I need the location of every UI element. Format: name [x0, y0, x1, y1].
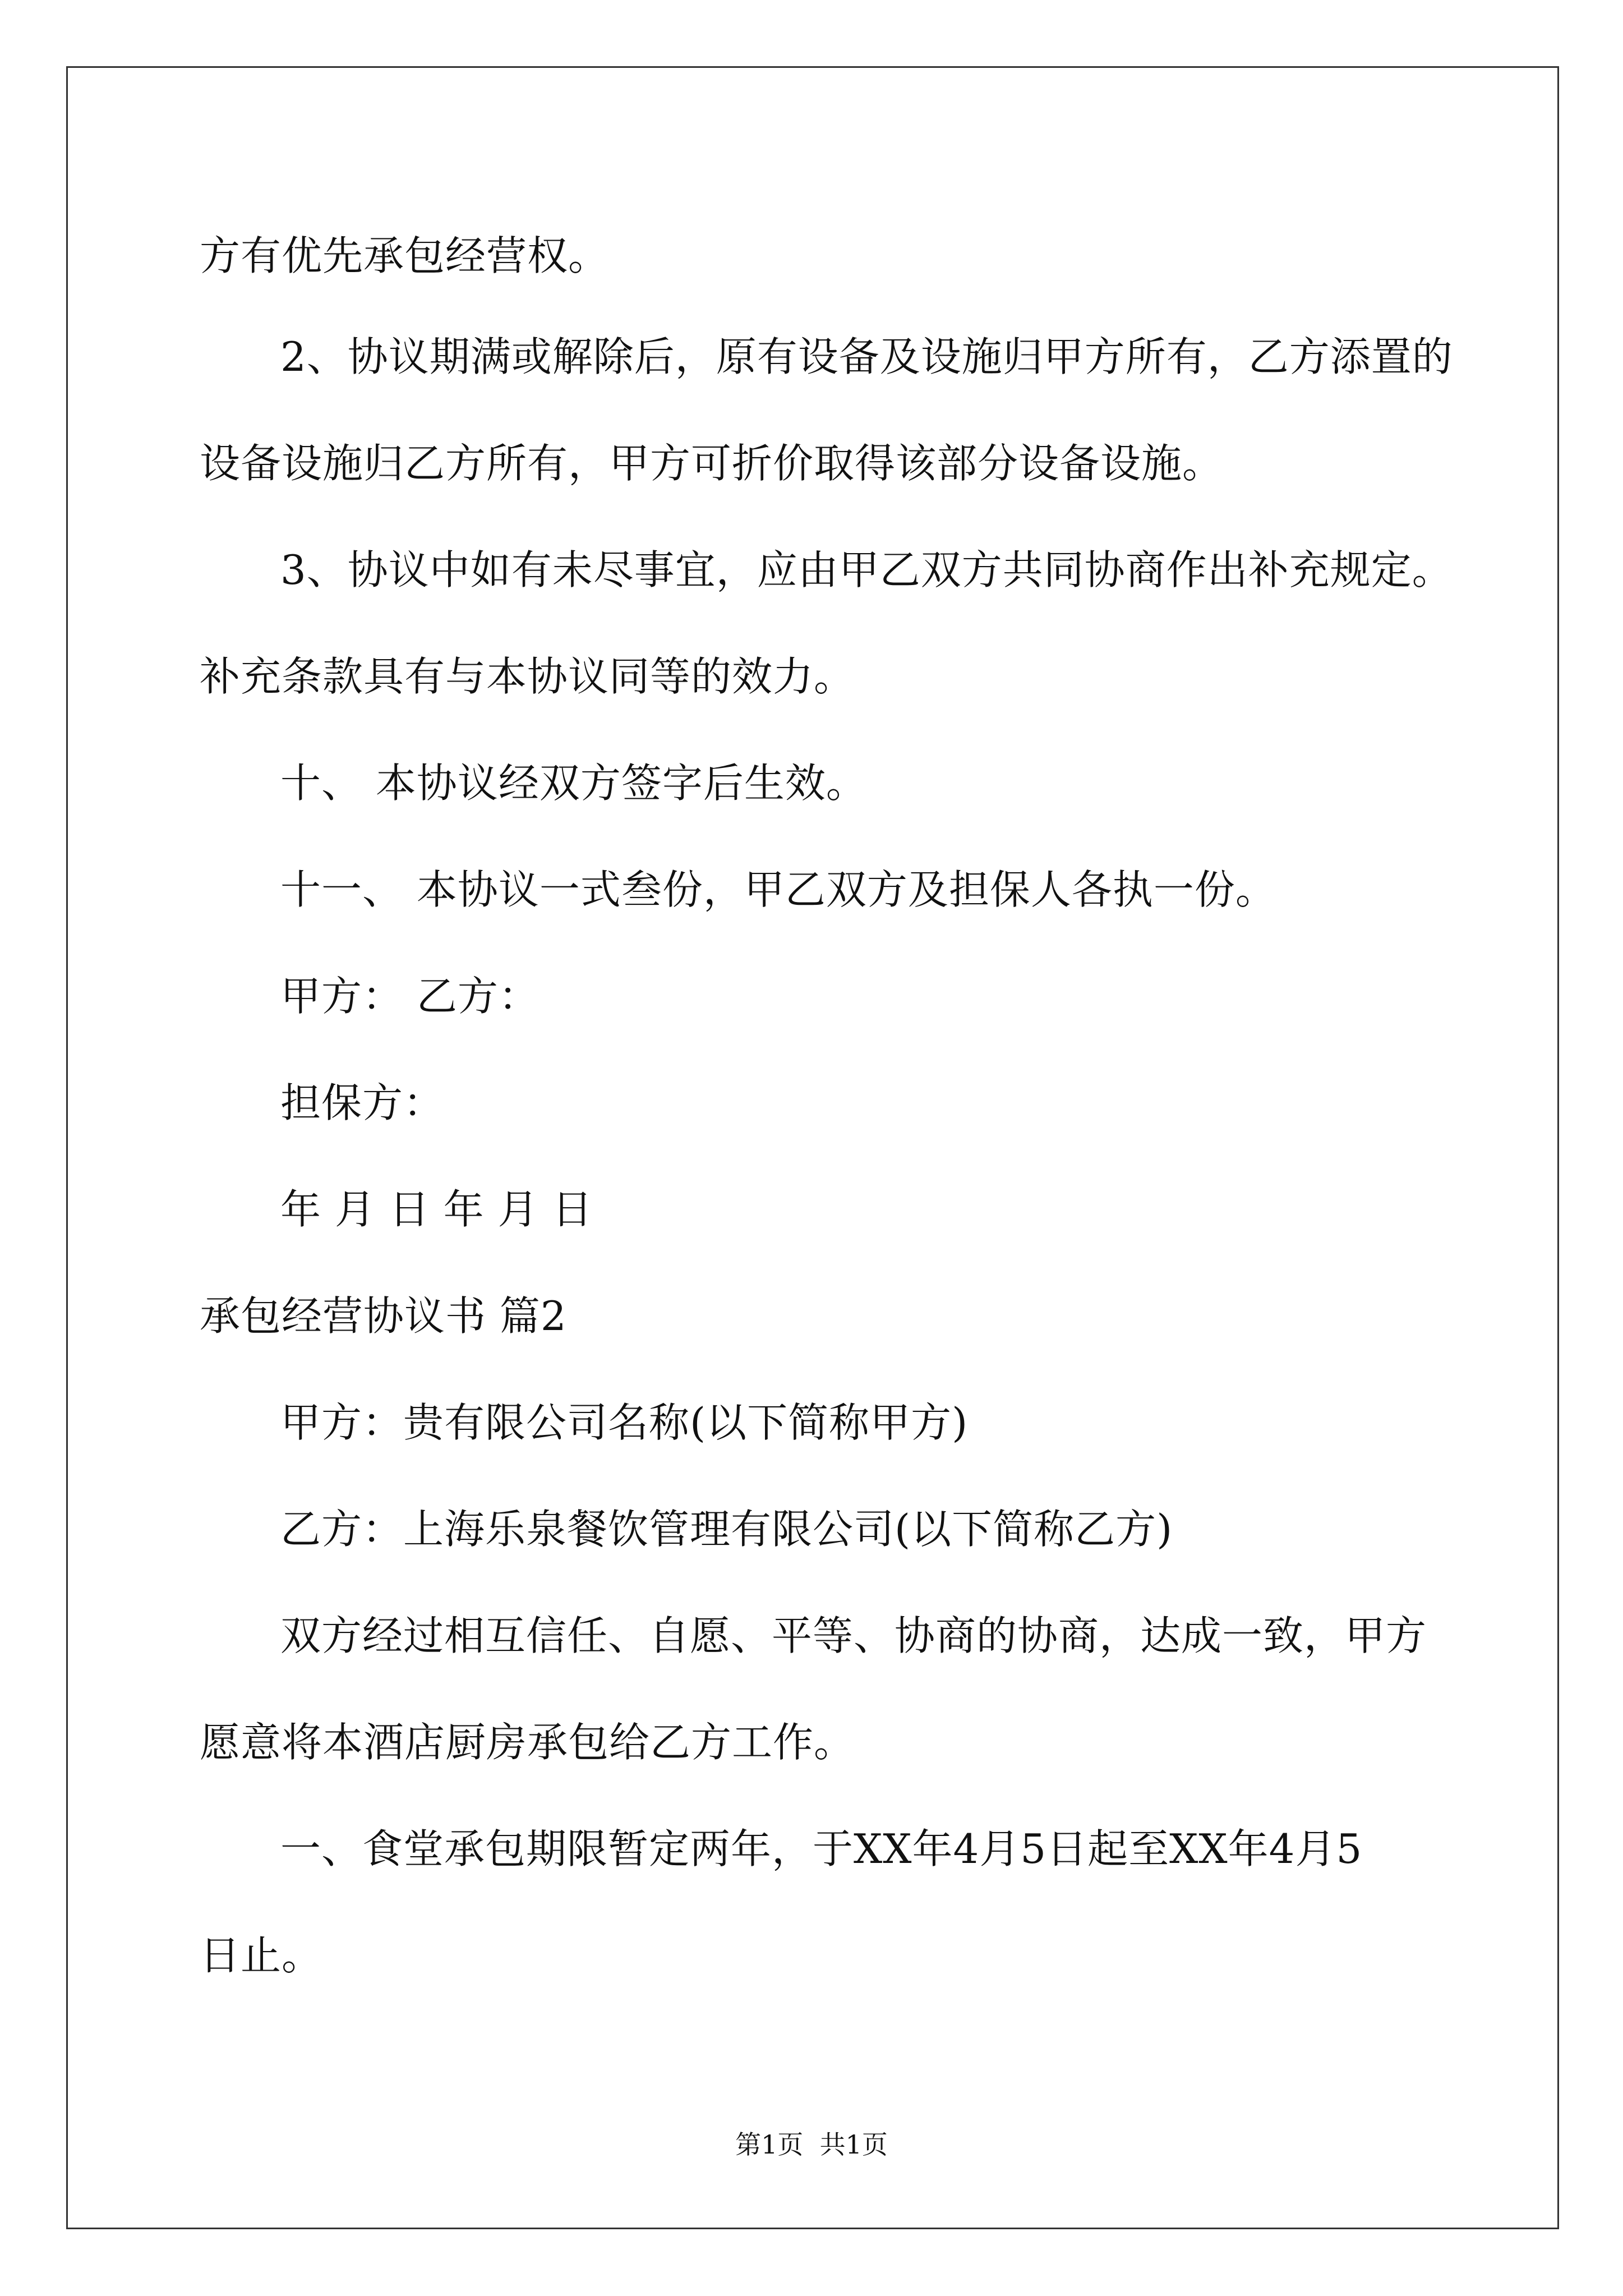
signature-parties-line: 甲方： 乙方：: [280, 973, 540, 1020]
guarantor-line: 担保方：: [280, 1079, 445, 1126]
text-line-7: 十一、 本协议一式叁份，甲乙双方及担保人各执一份。: [280, 866, 1276, 913]
text-line-2: 2、协议期满或解除后，原有设备及设施归甲方所有，乙方添置的: [280, 333, 1453, 380]
text-line-14: 双方经过相互信任、自愿、平等、协商的协商，达成一致，甲方: [280, 1612, 1427, 1659]
text-line-15: 愿意将本酒店厨房承包给乙方工作。: [200, 1719, 855, 1766]
text-line-17: 日止。: [200, 1932, 323, 1979]
text-line-3: 设备设施归乙方所有，甲方可折价取得该部分设备设施。: [200, 440, 1224, 487]
text-line-13: 乙方：上海乐泉餐饮管理有限公司(以下简称乙方): [280, 1506, 1173, 1553]
date-line: 年 月 日 年 月 日: [280, 1186, 593, 1233]
text-line-4: 3、协议中如有未尽事宜，应由甲乙双方共同协商作出补充规定。: [280, 546, 1453, 593]
page-border: [66, 66, 1559, 2229]
text-line-16: 一、食堂承包期限暂定两年，于XX年4月5日起至XX年4月5: [280, 1825, 1363, 1872]
section-heading: 承包经营协议书 篇2: [200, 1292, 567, 1340]
text-line-6: 十、 本协议经双方签字后生效。: [280, 760, 867, 807]
text-line-5: 补充条款具有与本协议同等的效力。: [200, 653, 855, 700]
text-line-1: 方有优先承包经营权。: [200, 232, 610, 279]
text-line-12: 甲方：贵有限公司名称(以下简称甲方): [280, 1399, 969, 1446]
page-number-footer: 第1页 共1页: [735, 2129, 888, 2160]
